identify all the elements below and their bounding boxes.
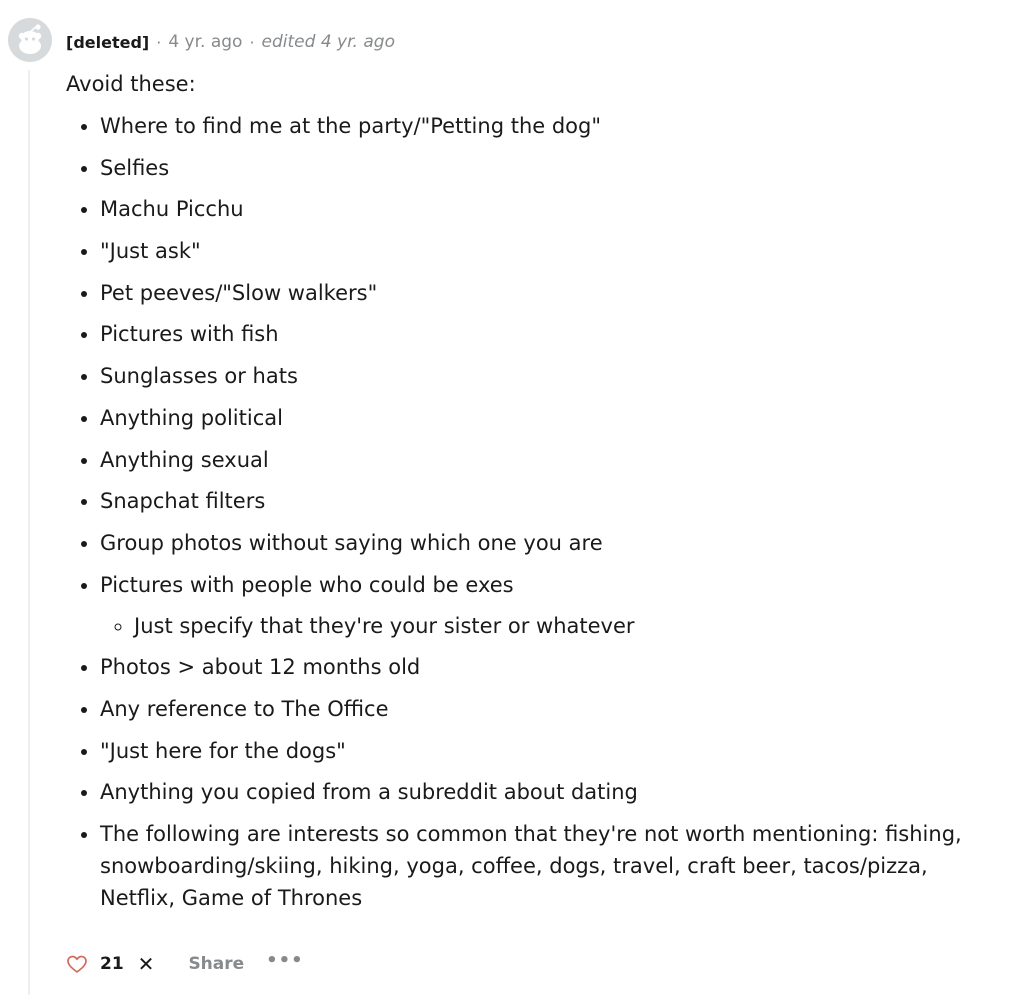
list-item: • Anything you copied from a subreddit about dating [100, 776, 996, 808]
avatar[interactable] [8, 18, 52, 62]
upvote-button[interactable] [66, 954, 88, 974]
list-item: • Where to find me at the party/"Petting the dog" [100, 110, 996, 142]
comment-timestamp[interactable]: 4 yr. ago [168, 32, 243, 52]
separator-dot: · [249, 32, 255, 52]
snoo-avatar-icon [8, 18, 52, 62]
comment-intro: Avoid these: [66, 72, 196, 96]
thread-line[interactable] [28, 70, 30, 995]
list-item-with-sublist [100, 569, 996, 642]
avoid-list [66, 110, 996, 914]
list-item: • "Just here for the dogs" [100, 735, 996, 767]
list-item: • Pictures with fish [100, 318, 996, 350]
list-item: • Pet peeves/"Slow walkers" [100, 277, 996, 309]
list-item: • Photos > about 12 months old [100, 651, 996, 683]
vote-count: 21 [100, 954, 124, 974]
list-item: • Machu Picchu [100, 193, 996, 225]
list-item: • "Just ask" [100, 235, 996, 267]
close-x-icon[interactable]: ✕ [137, 952, 155, 976]
heart-upvote-icon [66, 954, 88, 974]
ellipsis-icon[interactable]: ••• [266, 949, 304, 971]
comment-body [66, 68, 996, 924]
list-item-text: Pictures with people who could be exes [100, 572, 514, 597]
sub-list-item: ◦ Just specify that they're your sister or whatever [134, 610, 996, 642]
share-button[interactable]: Share [188, 954, 245, 974]
author-name[interactable]: [deleted] [66, 32, 150, 52]
list-item: • Anything political [100, 402, 996, 434]
sub-list [100, 610, 996, 642]
separator-dot: · [156, 32, 162, 52]
comment-actions [66, 950, 304, 978]
list-item: • Anything sexual [100, 444, 996, 476]
edited-label: edited 4 yr. ago [261, 32, 395, 52]
list-item: • Selfies [100, 152, 996, 184]
list-item: • The following are interests so common that they're not worth mentioning: fishing, snowboarding/skiing, hiking, yoga, coffee, dogs, travel, craft beer, tacos/pizza, Netflix, Game of Thrones [100, 818, 996, 914]
list-item: • Group photos without saying which one you are [100, 527, 996, 559]
comment-header [66, 30, 395, 54]
list-item: • Any reference to The Office [100, 693, 996, 725]
list-item: • Sunglasses or hats [100, 360, 996, 392]
list-item: • Snapchat filters [100, 485, 996, 517]
